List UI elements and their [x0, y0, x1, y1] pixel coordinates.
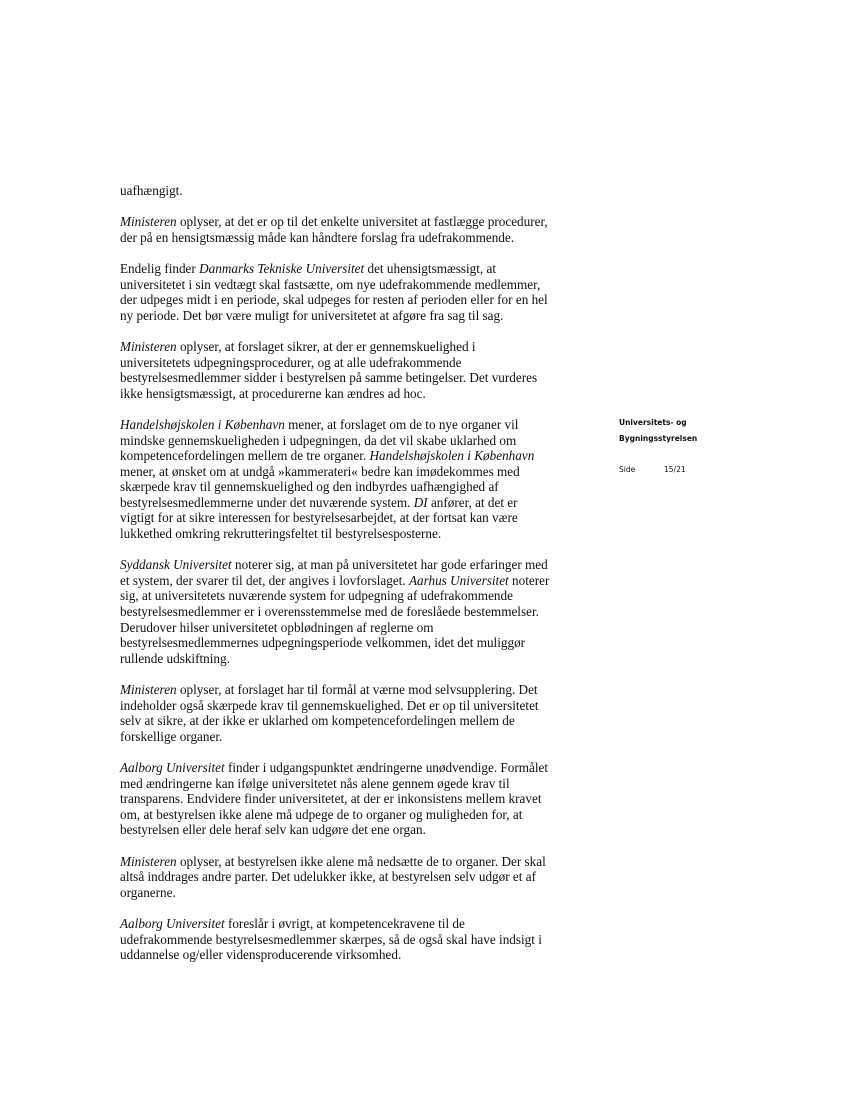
text-segment: Endelig finder [120, 260, 200, 276]
paragraph [120, 214, 595, 245]
text-segment: rullende udskiftning. [120, 650, 230, 666]
department-name-line-2: Bygningsstyrelsen [619, 433, 698, 443]
emphasized-text: Danmarks Tekniske Universitet [199, 260, 365, 276]
document-body [120, 183, 595, 978]
text-segment: bestyrelsesmedlemmer er i overensstemmelse med de foreslåede bestemmelser. [120, 604, 539, 620]
text-segment: bestyrelsesmedlemmerne under det nuværende system. [120, 494, 414, 510]
text-line [120, 729, 595, 745]
text-segment: der på en hensigtsmæssig måde kan håndtere forslag fra udefrakommende. [120, 229, 515, 245]
paragraph [120, 183, 595, 199]
text-segment: kompetencefordelingen mellem de tre organer. [120, 448, 370, 464]
text-segment: sig, at universitetets nuværende system for udpegning af udefrakommende [120, 588, 513, 604]
text-line [120, 386, 595, 402]
text-line [120, 791, 595, 807]
text-segment: selv at sikre, at der ikke er uklarhed om kompetencefordelingen mellem de [120, 713, 515, 729]
text-line [120, 214, 595, 230]
text-segment: vigtigt for at sikre interessen for bestyrelsesarbejdet, at der fortsat kan være [120, 510, 518, 526]
text-line [120, 479, 595, 495]
emphasized-text: Ministeren [120, 338, 177, 354]
text-line [120, 292, 595, 308]
paragraph [120, 854, 595, 901]
text-line [120, 854, 595, 870]
text-line [120, 339, 595, 355]
text-line [120, 869, 595, 885]
text-line [120, 261, 595, 277]
emphasized-text: Handelshøjskolen i København [120, 416, 285, 432]
emphasized-text: Handelshøjskolen i København [369, 448, 535, 464]
text-segment: Derudover hilser universitetet opblødningen af reglerne om [120, 619, 434, 635]
text-segment: bestyrelsesmedlemmernes udpegningsperiode velkommen, idet det muliggør [120, 635, 526, 651]
paragraph [120, 339, 595, 401]
paragraph [120, 916, 595, 963]
paragraph [120, 557, 595, 666]
paragraph [120, 261, 595, 323]
emphasized-text: Ministeren [120, 853, 177, 869]
text-line [120, 947, 595, 963]
text-segment: et system, der svarer til det, der angives i lovforslaget. [120, 572, 409, 588]
text-line [120, 651, 595, 667]
text-line [120, 433, 595, 449]
emphasized-text: Ministeren [120, 682, 177, 697]
text-segment: det uhensigtsmæssigt, at [364, 260, 497, 276]
page-number: 15/21 [664, 464, 686, 474]
text-line [120, 277, 595, 293]
text-line [120, 698, 595, 714]
paragraph [120, 760, 595, 838]
text-segment: altså inddrages andre parter. Det udelukker ikke, at bestyrelsen selv udgør et af [120, 869, 536, 885]
text-segment: ikke hensigtsmæssigt, at procedurerne kan ændres ad hoc. [120, 385, 426, 401]
text-line [120, 417, 595, 433]
text-line [120, 355, 595, 371]
text-line [120, 932, 595, 948]
text-segment: bestyrelsen eller dele heraf selv kan udgøre det ene organ. [120, 822, 426, 838]
emphasized-text: Syddansk Universitet [120, 557, 232, 573]
text-line [120, 573, 595, 589]
text-segment: forskellige organer. [120, 728, 223, 744]
text-line [120, 682, 595, 698]
text-line [120, 464, 595, 480]
text-segment: organerne. [120, 884, 176, 900]
text-line [120, 510, 595, 526]
text-line [120, 588, 595, 604]
page-label: Side [619, 464, 636, 474]
text-segment: mindske gennemskueligheden i udpegningen, da det vil skabe uklarhed om [120, 432, 517, 448]
paragraph [120, 682, 595, 744]
text-line [120, 183, 595, 199]
emphasized-text: Ministeren [120, 214, 177, 230]
text-segment: mener, at forslaget om de to nye organer vil [284, 416, 519, 432]
text-segment: mener, at ønsket om at undgå »kammerateri« bedre kan imødekommes med [120, 463, 520, 479]
text-segment: noterer [508, 572, 550, 588]
text-line [120, 635, 595, 651]
text-segment: udefrakommende bestyrelsesmedlemmer skærpes, så de også skal have indsigt i [120, 931, 542, 947]
text-line [120, 916, 595, 932]
text-segment: om, at bestyrelsen ikke alene må udpege de to organer og muligheden for, at [120, 806, 523, 822]
text-line [120, 308, 595, 324]
text-segment: lukkethed omkring rekrutteringsfeltet til bestyrelsesposterne. [120, 526, 442, 542]
text-segment: oplyser, at bestyrelsen ikke alene må nedsætte de to organer. Der skal [176, 853, 546, 869]
department-name-line-1: Universitets- og [619, 418, 687, 427]
text-line [120, 885, 595, 901]
text-segment: universitetets udpegningsprocedurer, og at alle udefrakommende [120, 354, 462, 370]
text-line [120, 230, 595, 246]
text-line [120, 620, 595, 636]
text-segment: bestyrelsesmedlemmer sidder i bestyrelsen på samme betingelser. Det vurderes [120, 370, 538, 386]
text-segment: oplyser, at det er op til det enkelte universitet at fastlægge procedurer, [176, 214, 548, 230]
text-line [120, 776, 595, 792]
text-segment: uddannelse og/eller vidensproducerende virksomhed. [120, 947, 402, 963]
text-segment: anfører, at det er [427, 494, 518, 510]
text-line [120, 713, 595, 729]
text-line [120, 526, 595, 542]
text-segment: transparens. Endvidere finder universitetet, at der er inkonsistens mellem kravet [120, 791, 542, 807]
text-segment: oplyser, at forslaget har til formål at værne mod selvsupplering. Det [176, 682, 538, 697]
text-segment: uafhængigt. [120, 183, 183, 198]
page-indicator [619, 462, 729, 478]
text-segment: med ændringerne kan ifølge universitetet nås alene gennem øgede krav til [120, 775, 510, 791]
text-line [120, 557, 595, 573]
text-line [120, 822, 595, 838]
text-line [120, 760, 595, 776]
text-segment: foreslår i øvrigt, at kompetencekravene til de [224, 915, 465, 931]
text-segment: oplyser, at forslaget sikrer, at der er gennemskuelighed i [176, 338, 476, 354]
text-segment: finder i udgangspunktet ændringerne unødvendige. Formålet [224, 759, 549, 775]
text-segment: skærpede krav til gennemskuelighed og den indbyrdes uafhængighed af [120, 479, 499, 495]
paragraph [120, 417, 595, 542]
sidebar-info [619, 415, 729, 477]
text-segment: der udpeges midt i en periode, skal udpeges for resten af perioden eller for en hel [120, 292, 548, 308]
text-line [120, 495, 595, 511]
text-segment: ny periode. Det bør være muligt for universitetet at afgøre fra sag til sag. [120, 307, 504, 323]
text-line [120, 370, 595, 386]
text-line [120, 807, 595, 823]
text-segment: indeholder også skærpede krav til gennemskuelighed. Det er op til universitetet [120, 697, 539, 713]
text-line [120, 604, 595, 620]
emphasized-text: Aarhus Universitet [408, 572, 509, 588]
text-segment: universitetet i sin vedtægt skal fastsætte, om nye udefrakommende medlemmer, [120, 276, 541, 292]
emphasized-text: Aalborg Universitet [120, 915, 225, 931]
emphasized-text: Aalborg Universitet [120, 759, 225, 775]
emphasized-text: DI [413, 494, 428, 510]
text-segment: noterer sig, at man på universitetet har gode erfaringer med [231, 557, 548, 573]
text-line [120, 448, 595, 464]
